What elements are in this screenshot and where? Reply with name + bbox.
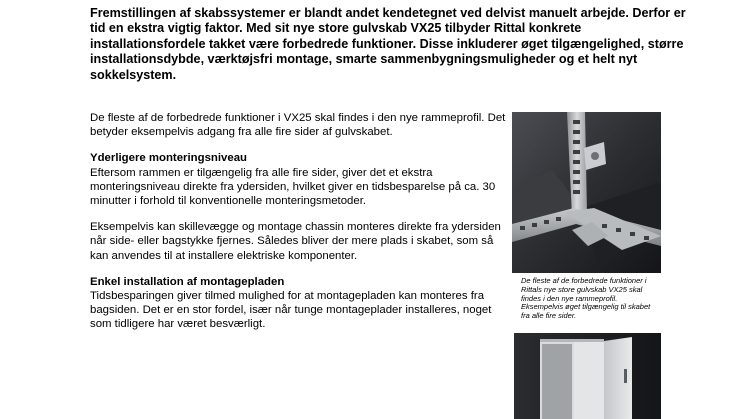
intro-paragraph: De fleste af de forbedrede funktioner i VX25 skal findes i den nye rammeprofil. Det betyder eksempelvis adgang fra alle fire sider af gulvskabet. [90,112,506,139]
article-body [90,111,510,344]
section-heading-mounting-level: Yderligere monteringsniveau [90,152,247,165]
figure-caption: De fleste af de forbedrede funktioner i Rittals nye store gulvskab VX25 skal findes i den nye rammeprofil. Eksempelvis øget tilgængelig til skabet fra alle fire sider. [521,276,651,321]
section-paragraph-mounting-plate: Tidsbesparingen giver tilmed mulighed for at montagepladen kan monteres fra bagsiden. Det er en stor fordel, især når tunge montageplader installeres, noget som tidligere har været besværligt. [90,290,492,331]
section-paragraph-example: Eksempelvis kan skillevægge og montage chassin monteres direkte fra ydersiden når side- eller bagstykke fjernes. Således bliver der mere plads i skabet, som så kan anvendes til at installere elektriske komponenter. [90,221,501,262]
frame-profile-photo [512,112,661,273]
enclosure-photo [514,333,661,419]
lead-paragraph: Fremstillingen af skabssystemer er blandt andet kendetegnet ved delvist manuelt arbejde. Derfor er tid en ekstra vigtig faktor. Med sit nye store gulvskab VX25 tilbyder Rittal konkrete installationsfordele takket være forbedrede funktioner. Disse inkluderer øget tilgængelighed, større installationsdybde, værktøjsfri montage, smarte sammenbygningsmuligheder og et helt nyt sokkelsystem. [90,6,686,82]
section-heading-mounting-plate: Enkel installation af montagepladen [90,275,285,288]
section-paragraph-mounting-level: Eftersom rammen er tilgængelig fra alle fire sider, giver det et ekstra monteringsniveau direkte fra ydersiden, hvilket giver en tidsbesparelse på ca. 30 minutter i forhold til konventionelle monteringsmetoder. [90,166,496,208]
